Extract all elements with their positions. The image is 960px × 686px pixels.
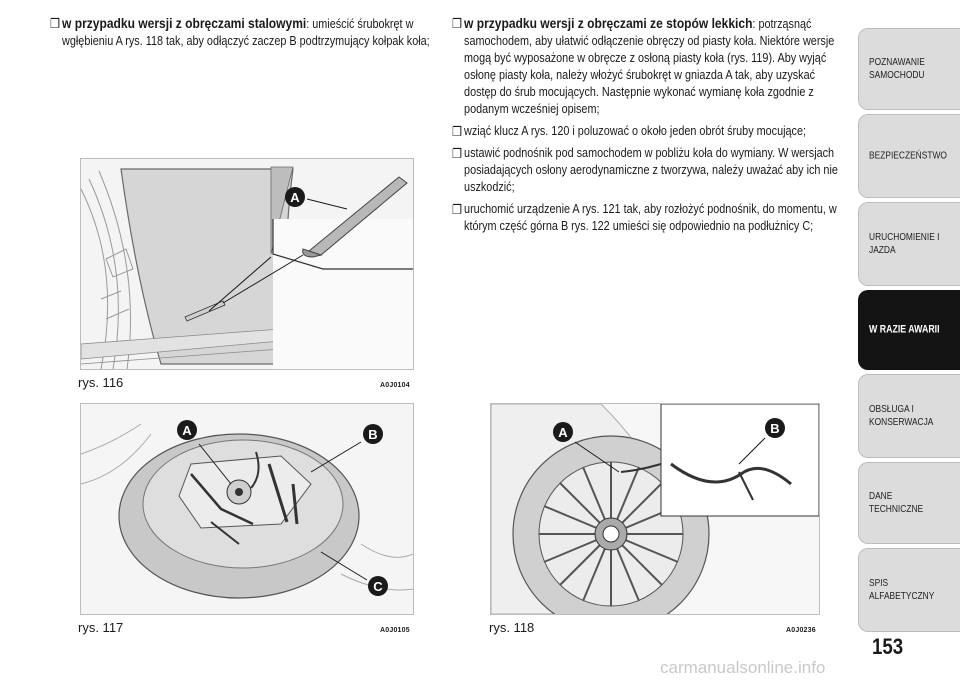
right-column (452, 15, 847, 235)
figure-116-code: A0J0104 (380, 382, 410, 389)
figure-118 (490, 403, 820, 615)
left-instruction (50, 15, 437, 50)
steel-rim-heading: w przypadku wersji z obręczami stalowymi (62, 15, 307, 31)
page-number: 153 (872, 634, 904, 659)
tab-bezpieczenstwo[interactable] (858, 114, 960, 198)
jack-raise-text: uruchomić urządzenie A rys. 121 tak, aby rozłożyć podnośnik, do momentu, w którym część górna B rys. 122 umieści się odpowiednio na podłużnicy C; (464, 202, 837, 233)
tab-label: OBSŁUGA I KONSERWACJA (869, 403, 934, 428)
steel-rim-text: : umieścić śrubokręt w wgłębieniu A rys. 118 tak, aby odłączyć zaczep B podtrzymujący kołpak koła; (62, 17, 430, 48)
callout-a-label: A (290, 190, 300, 205)
wheel-hubcap-illustration (491, 404, 819, 614)
tab-obsluga-i-konserwacja[interactable] (858, 374, 960, 458)
jack-raise-paragraph (452, 201, 844, 235)
figure-117-caption: rys. 117 (78, 620, 124, 635)
figure-118-code: A0J0236 (786, 627, 816, 634)
alloy-rim-text: : potrząsnąć samochodem, aby ułatwić odłączenie obręczy od piasty koła. Niektóre wersje mogą być wyposażone w obręcze z osłoną piasty koła (rys. 119). Aby wyjąć osłonę piasty koła, należy włożyć śrubokręt w gniazda A tak, aby uzyskać dostęp do śrub mocujących. Następnie wykonać wymianę koła zgodnie z podanym wcześniej opisem; (464, 17, 835, 116)
left-column (50, 15, 450, 50)
checkbox-bullet-icon: ❒ (50, 16, 61, 31)
figure-116-caption: rys. 116 (78, 375, 124, 390)
tab-label: SPIS ALFABETYCZNY (869, 577, 935, 602)
jack-position-text: ustawić podnośnik pod samochodem w pobliżu koła do wymiany. W wersjach posiadających osłony aerodynamiczne z tworzywa, należy uważać aby ich nie uszkodzić; (464, 146, 838, 194)
tab-uruchomienie-i-jazda[interactable] (858, 202, 960, 286)
wrench-text: wziąć klucz A rys. 120 i poluzować o około jeden obrót śruby mocujące; (464, 124, 806, 138)
jack-position-paragraph (452, 145, 844, 196)
alloy-rim-paragraph (452, 15, 844, 118)
checkbox-bullet-icon: ❒ (452, 146, 463, 161)
spare-wheel-illustration (81, 404, 413, 614)
checkbox-bullet-icon: ❒ (452, 16, 463, 31)
tab-poznawanie-samochodu[interactable] (858, 28, 960, 110)
callout-a-label: A (558, 425, 568, 440)
wrench-paragraph (452, 123, 844, 140)
tab-label: URUCHOMIENIE I JAZDA (869, 231, 940, 256)
checkbox-bullet-icon: ❒ (452, 124, 463, 139)
callout-a-label: A (182, 423, 192, 438)
figure-117 (80, 403, 414, 615)
tab-label: DANE TECHNICZNE (869, 490, 924, 515)
tab-dane-techniczne[interactable] (858, 462, 960, 544)
tab-label: BEZPIECZEŃSTWO (869, 149, 947, 162)
alloy-rim-heading: w przypadku wersji z obręczami ze stopów lekkich (464, 15, 753, 31)
trunk-floor-illustration (81, 159, 413, 369)
tab-label: W RAZIE AWARII (869, 323, 940, 336)
watermark: carmanualsonline.info (660, 658, 826, 677)
checkbox-bullet-icon: ❒ (452, 202, 463, 217)
callout-b-label: B (770, 421, 780, 436)
tab-label: POZNAWANIE SAMOCHODU (869, 56, 925, 81)
figure-116 (80, 158, 414, 370)
figure-118-caption: rys. 118 (489, 620, 535, 635)
tab-spis-alfabetyczny[interactable] (858, 548, 960, 632)
tab-w-razie-awarii[interactable] (858, 290, 960, 370)
callout-c-label: C (373, 579, 383, 594)
figure-117-code: A0J0105 (380, 627, 410, 634)
callout-b-label: B (368, 427, 378, 442)
